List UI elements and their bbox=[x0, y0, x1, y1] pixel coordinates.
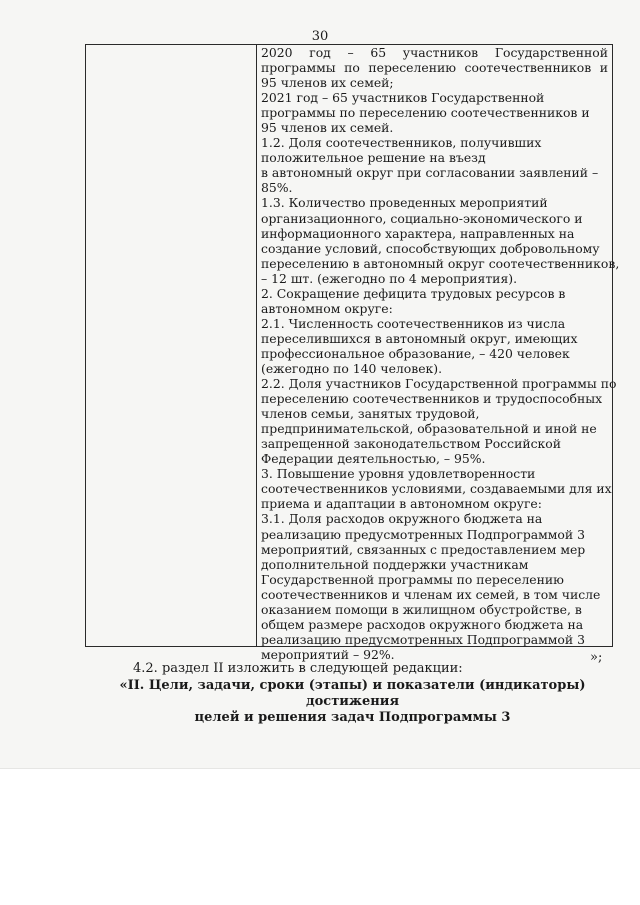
table-text-line: членов семьи, занятых трудовой, bbox=[261, 406, 480, 422]
table-text-line: программы по переселению соотечественников и bbox=[261, 60, 608, 76]
table-text-line: 1.3. Количество проведенных мероприятий bbox=[261, 195, 548, 211]
table-text-line: профессиональное образование, – 420 человек bbox=[261, 345, 570, 361]
table-text-line: 2020 год – 65 участников Государственной bbox=[261, 45, 608, 60]
table-text-line: общем размере расходов окружного бюджета на bbox=[261, 616, 584, 632]
table-text-line: 1.2. Доля соотечественников, получивших bbox=[261, 135, 542, 151]
table-text-line: 85%. bbox=[261, 180, 293, 196]
table-text-line: переселению соотечественников и трудоспособных bbox=[261, 391, 603, 407]
table-text-line: – 12 шт. (ежегодно по 4 мероприятия). bbox=[261, 270, 518, 286]
amendment-instruction: 4.2. раздел II изложить в следующей редакции: bbox=[133, 661, 463, 676]
table-text-line: информационного характера, направленных на bbox=[261, 225, 575, 241]
closing-quote-mark: »; bbox=[590, 650, 603, 665]
table-text-line: 2021 год – 65 участников Государственной bbox=[261, 90, 545, 106]
table-column-divider bbox=[256, 44, 257, 647]
table-text-line: приема и адаптации в автономном округе: bbox=[261, 496, 542, 512]
table-text-line: Федерации деятельностью, – 95%. bbox=[261, 451, 486, 467]
section-heading-line-2: целей и решения задач Подпрограммы 3 bbox=[194, 710, 511, 725]
table-text-line: мероприятий – 92%. bbox=[261, 646, 395, 662]
table-text-line: 95 членов их семей; bbox=[261, 75, 394, 91]
section-heading-line-1: «II. Цели, задачи, сроки (этапы) и показатели (индикаторы) достижения bbox=[119, 678, 586, 709]
table-text-line: программы по переселению соотечественников и bbox=[261, 105, 590, 121]
table-text-line: 2.2. Доля участников Государственной программы по bbox=[261, 376, 617, 392]
table-right-cell bbox=[261, 45, 620, 662]
table-text-line: переселению в автономный округ соотечественников, bbox=[261, 255, 620, 271]
table-text-line: (ежегодно по 140 человек). bbox=[261, 360, 443, 376]
table-text-line: организационного, социально-экономического и bbox=[261, 210, 583, 226]
table-text-line: 3. Повышение уровня удовлетворенности bbox=[261, 466, 536, 482]
table-text-line: соотечественников условиями, создаваемыми для их bbox=[261, 481, 612, 497]
table-text-line: предпринимательской, образовательной и иной не bbox=[261, 421, 597, 437]
table-text-line: переселившихся в автономный округ, имеющих bbox=[261, 330, 578, 346]
table-text-line: 95 членов их семей. bbox=[261, 120, 394, 136]
table-text-line: дополнительной поддержки участникам bbox=[261, 556, 529, 572]
table-text-line: Государственной программы по переселению bbox=[261, 571, 564, 587]
table-text-line: оказанием помощи в жилищном обустройстве, в bbox=[261, 601, 582, 617]
table-text-line: 3.1. Доля расходов окружного бюджета на bbox=[261, 511, 543, 527]
table-text-line: в автономный округ при согласовании заявлений – bbox=[261, 165, 599, 181]
table-text-line: создание условий, способствующих добровольному bbox=[261, 240, 600, 256]
table-text-line: реализацию предусмотренных Подпрограммой 3 bbox=[261, 631, 585, 647]
table-text-line: 2.1. Численность соотечественников из числа bbox=[261, 315, 566, 331]
table-text-line: автономном округе: bbox=[261, 300, 393, 316]
table-text-line: 2. Сокращение дефицита трудовых ресурсов в bbox=[261, 285, 566, 301]
table-text-line: запрещенной законодательством Российской bbox=[261, 436, 561, 452]
page-number: 30 bbox=[311, 29, 329, 44]
table-text-line: реализацию предусмотренных Подпрограммой 3 bbox=[261, 526, 585, 542]
table-text-line: мероприятий, связанных с предоставлением мер bbox=[261, 541, 586, 557]
table-text-line: положительное решение на въезд bbox=[261, 150, 486, 166]
section-heading bbox=[100, 678, 605, 726]
table-text-line: соотечественников и членам их семей, в том числе bbox=[261, 586, 601, 602]
